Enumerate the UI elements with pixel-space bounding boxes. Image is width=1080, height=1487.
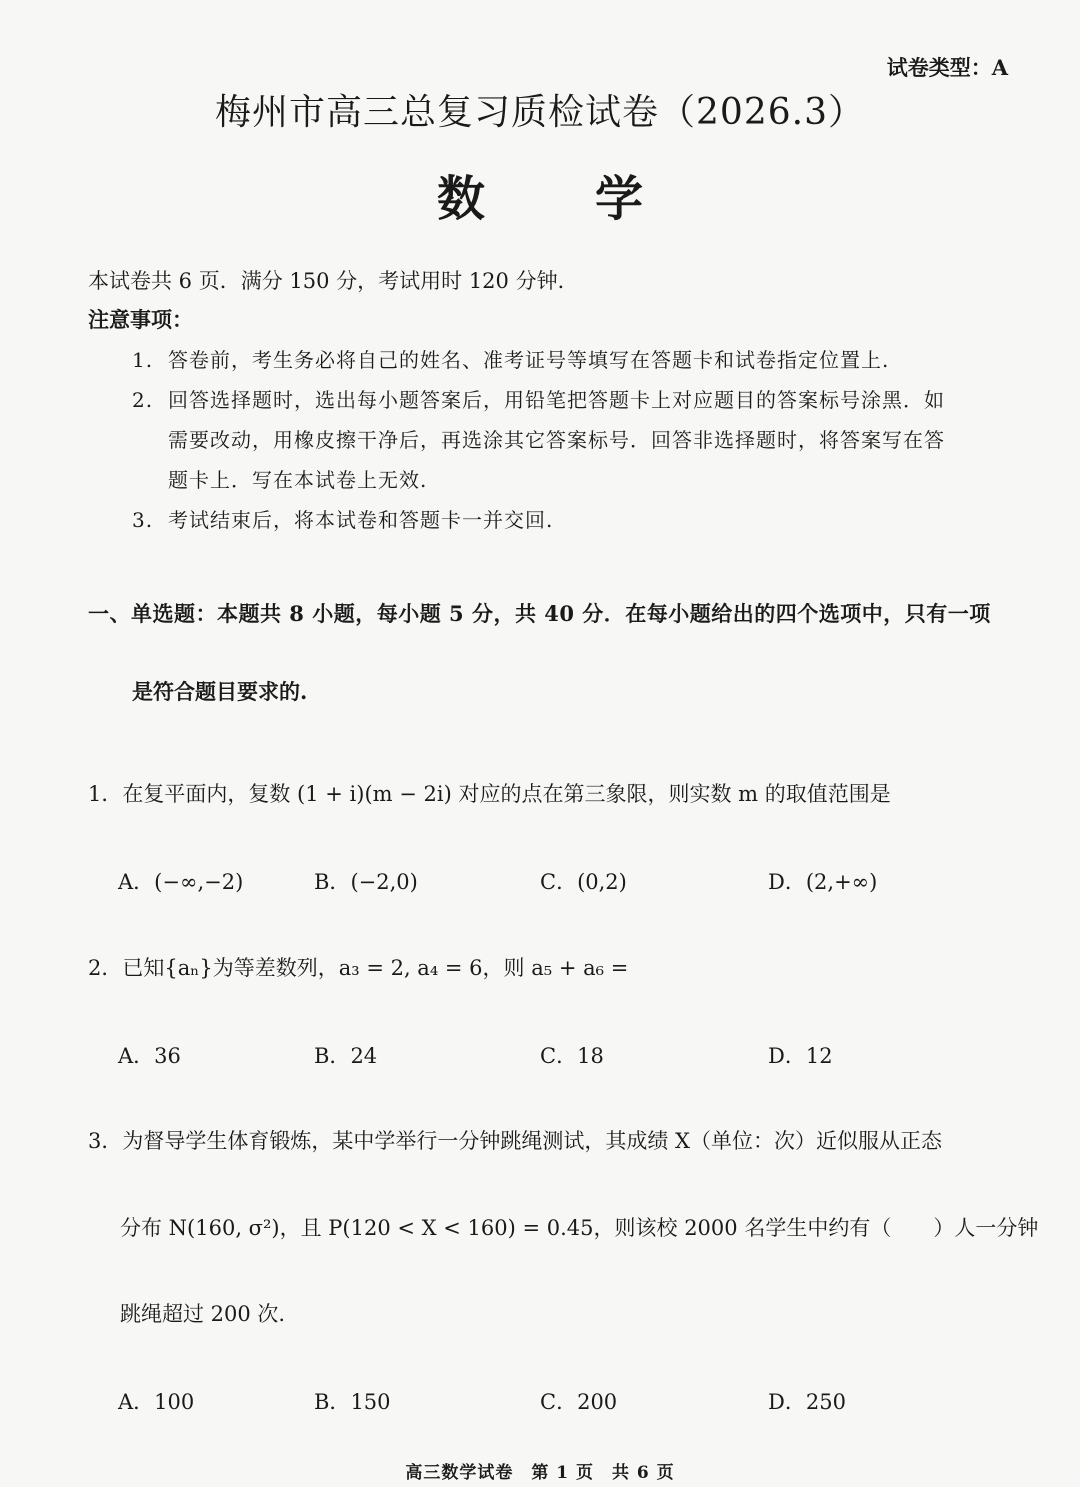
section-heading-cont: 是符合题目要求的. <box>132 679 308 704</box>
option-b: B．24 <box>314 1044 378 1068</box>
exam-title: 梅州市高三总复习质检试卷（2026.3） <box>215 92 865 133</box>
option-c: C．(0,2) <box>540 870 627 894</box>
question-text: 分布 N(160, σ²)，且 P(120 < X < 160) = 0.45，则该校 2000 名学生中约有（ ）人一分钟 <box>120 1216 1039 1240</box>
exam-intro: 本试卷共 6 页．满分 150 分，考试用时 120 分钟． <box>88 269 579 293</box>
page-footer: 高三数学试卷 第 1 页 共 6 页 <box>405 1463 675 1483</box>
subject-char: 学 <box>595 171 644 227</box>
option-c: C．18 <box>540 1044 604 1068</box>
question-3 <box>88 1125 942 1155</box>
option-a: A．(−∞,−2) <box>118 870 244 894</box>
option-b: B．150 <box>314 1390 391 1414</box>
notice-text: 回答选择题时，选出每小题答案后，用铅笔把答题卡上对应题目的答案标号涂黑．如 <box>168 388 945 412</box>
question-num: 2． <box>88 956 123 980</box>
notice-text: 题卡上．写在本试卷上无效. <box>168 468 428 492</box>
option-d: D．12 <box>768 1044 833 1068</box>
notice-num: 2. <box>132 388 154 412</box>
subject-title <box>0 160 1080 229</box>
notice-text: 需要改动，用橡皮擦干净后，再选涂其它答案标号．回答非选择题时，将答案写在答 <box>168 428 945 452</box>
question-1 <box>88 778 891 808</box>
option-c: C．200 <box>540 1390 618 1414</box>
notice-heading: 注意事项： <box>88 307 193 332</box>
option-d: D．(2,+∞) <box>768 870 878 894</box>
question-num: 3． <box>88 1129 123 1153</box>
notice-item <box>132 504 553 533</box>
option-a: A．36 <box>118 1044 181 1068</box>
option-a: A．100 <box>118 1390 195 1414</box>
question-text: 跳绳超过 200 次. <box>120 1302 286 1326</box>
notice-num: 1. <box>132 348 154 372</box>
section-heading: 一、单选题：本题共 8 小题，每小题 5 分，共 40 分．在每小题给出的四个选项中，只有一项 <box>88 601 991 626</box>
notice-item <box>132 384 945 413</box>
notice-text: 考试结束后，将本试卷和答题卡一并交回. <box>168 508 554 532</box>
option-b: B．(−2,0) <box>314 870 418 894</box>
question-text: 在复平面内，复数 (1 + i)(m − 2i) 对应的点在第三象限，则实数 m 的取值范围是 <box>122 782 891 806</box>
subject-char: 数 <box>436 171 485 227</box>
option-d: D．250 <box>768 1390 846 1414</box>
paper-type: 试卷类型：A <box>886 55 1008 80</box>
notice-num: 3. <box>132 508 154 532</box>
question-text: 已知{aₙ}为等差数列，a₃ = 2, a₄ = 6，则 a₅ + a₆ = <box>122 956 629 980</box>
question-num: 1． <box>88 782 123 806</box>
notice-item <box>132 344 889 373</box>
question-2 <box>88 952 628 982</box>
question-text: 为督导学生体育锻炼，某中学举行一分钟跳绳测试，其成绩 X（单位：次）近似服从正态 <box>122 1129 942 1153</box>
notice-text: 答卷前，考生务必将自己的姓名、准考证号等填写在答题卡和试卷指定位置上. <box>168 348 890 372</box>
